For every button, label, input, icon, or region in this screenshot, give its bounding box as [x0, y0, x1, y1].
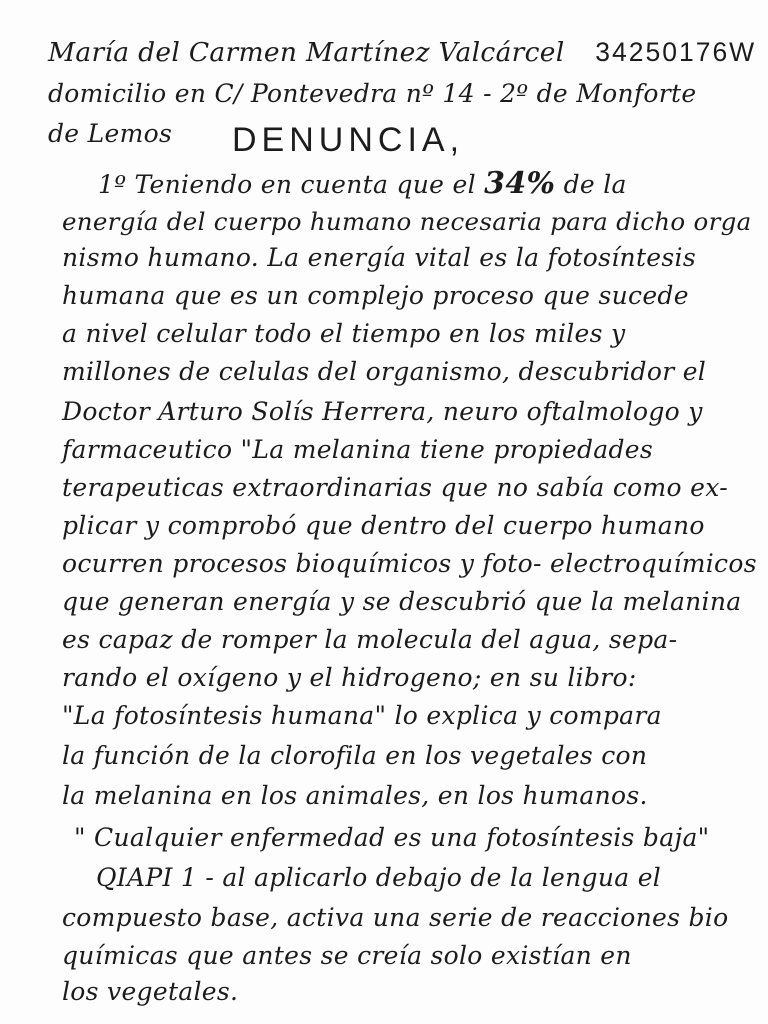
- percentage-figure: 34%: [484, 166, 556, 201]
- body-line: humana que es un complejo proceso que sucede: [62, 281, 689, 310]
- body-line: ocurren procesos bioquímicos y foto- electroquímicos: [62, 549, 757, 578]
- body-line: terapeuticas extraordinarias que no sabía como ex-: [62, 473, 728, 502]
- quoted-statement: " Cualquier enfermedad es una fotosíntesis baja": [74, 823, 710, 852]
- body-line-1-prefix: 1º Teniendo en cuenta que el: [98, 170, 476, 199]
- address-line-1: domicilio en C/ Pontevedra nº 14 - 2º de Monforte: [48, 79, 697, 108]
- body-line: la función de la clorofila en los vegetales con: [62, 741, 648, 770]
- body-line: los vegetales.: [62, 977, 239, 1006]
- body-line: QIAPI 1 - al aplicarlo debajo de la lengua el: [96, 863, 662, 892]
- body-line: la melanina en los animales, en los humanos.: [62, 781, 648, 810]
- body-line: farmaceutico "La melanina tiene propiedades: [62, 435, 653, 464]
- body-line: es capaz de romper la molecula del agua, sepa-: [62, 625, 678, 654]
- body-line: compuesto base, activa una serie de reacciones bio: [62, 903, 729, 932]
- body-line-1: [98, 168, 627, 201]
- body-line: plicar y comprobó que dentro del cuerpo humano: [62, 511, 705, 540]
- body-line: nismo humano. La energía vital es la fotosíntesis: [62, 243, 696, 272]
- body-line: a nivel celular todo el tiempo en los miles y: [62, 319, 626, 348]
- body-line: "La fotosíntesis humana" lo explica y compara: [62, 701, 662, 730]
- body-line: químicas que antes se creía solo existían en: [62, 941, 632, 970]
- body-line-1-suffix: de la: [563, 170, 627, 199]
- author-name: María del Carmen Martínez Valcárcel: [48, 37, 565, 68]
- body-line: Doctor Arturo Solís Herrera, neuro oftalmologo y: [62, 397, 703, 426]
- address-line-2: de Lemos: [48, 119, 173, 148]
- document-title: DENUNCIA,: [232, 121, 465, 159]
- body-line: energía del cuerpo humano necesaria para dicho orga: [62, 207, 752, 236]
- author-line: [48, 36, 756, 69]
- body-line: millones de celulas del organismo, descubridor el: [62, 357, 707, 386]
- author-id-number: 34250176W: [595, 37, 757, 67]
- body-line: que generan energía y se descubrió que la melanina: [62, 587, 742, 616]
- body-line: rando el oxígeno y el hidrogeno; en su libro:: [62, 663, 637, 692]
